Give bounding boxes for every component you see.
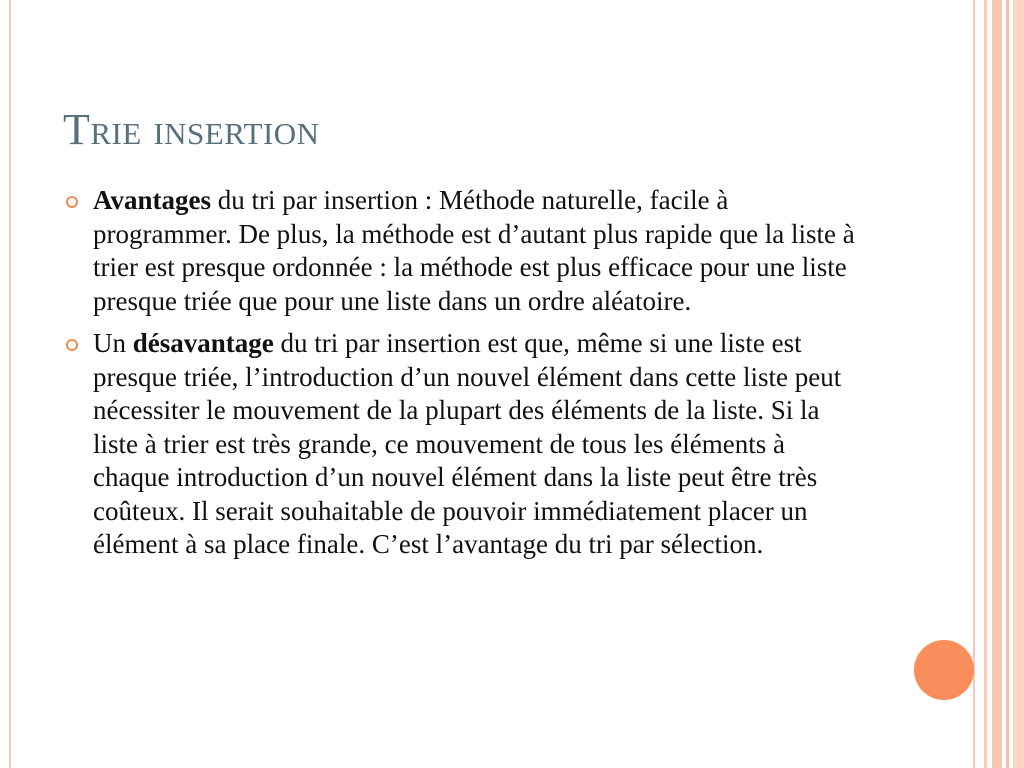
right-decor-stripe bbox=[992, 0, 1002, 768]
bullet-lead-text: Un bbox=[93, 328, 133, 358]
slide-title: Trie insertion bbox=[63, 105, 320, 154]
bullet-bold-term: Avantages bbox=[93, 185, 211, 215]
right-decor-stripe bbox=[1006, 0, 1009, 768]
bullet-body-text: du tri par insertion : Méthode naturelle, facile à programmer. De plus, la méthode est d’autant plus rapide que la liste à trier est presque ordonnée : la méthode est plus efficace pour une liste presque triée que pour une liste dans un ordre aléatoire. bbox=[93, 185, 855, 316]
bullet-list bbox=[66, 184, 866, 571]
right-decor-stripe bbox=[1013, 0, 1024, 768]
bullet-item-advantages bbox=[66, 184, 866, 318]
hollow-circle-bullet-icon bbox=[66, 339, 78, 351]
orange-circle-icon bbox=[914, 640, 974, 700]
bullet-bold-term: désavantage bbox=[132, 328, 274, 358]
bullet-body-text: du tri par insertion est que, même si une liste est presque triée, l’introduction d’un nouvel élément dans cette liste peut nécessiter le mouvement de la plupart des éléments de la liste. Si la liste à trier est très grande, ce mouvement de tous les éléments à chaque introduction d’un nouvel élément dans la liste peut être très coûteux. Il serait souhaitable de pouvoir immédiatement placer un élément à sa place finale. C’est l’avantage du tri par sélection. bbox=[93, 328, 842, 559]
hollow-circle-bullet-icon bbox=[66, 196, 78, 208]
right-decor-stripe bbox=[984, 0, 987, 768]
bullet-item-disadvantage bbox=[66, 327, 866, 562]
